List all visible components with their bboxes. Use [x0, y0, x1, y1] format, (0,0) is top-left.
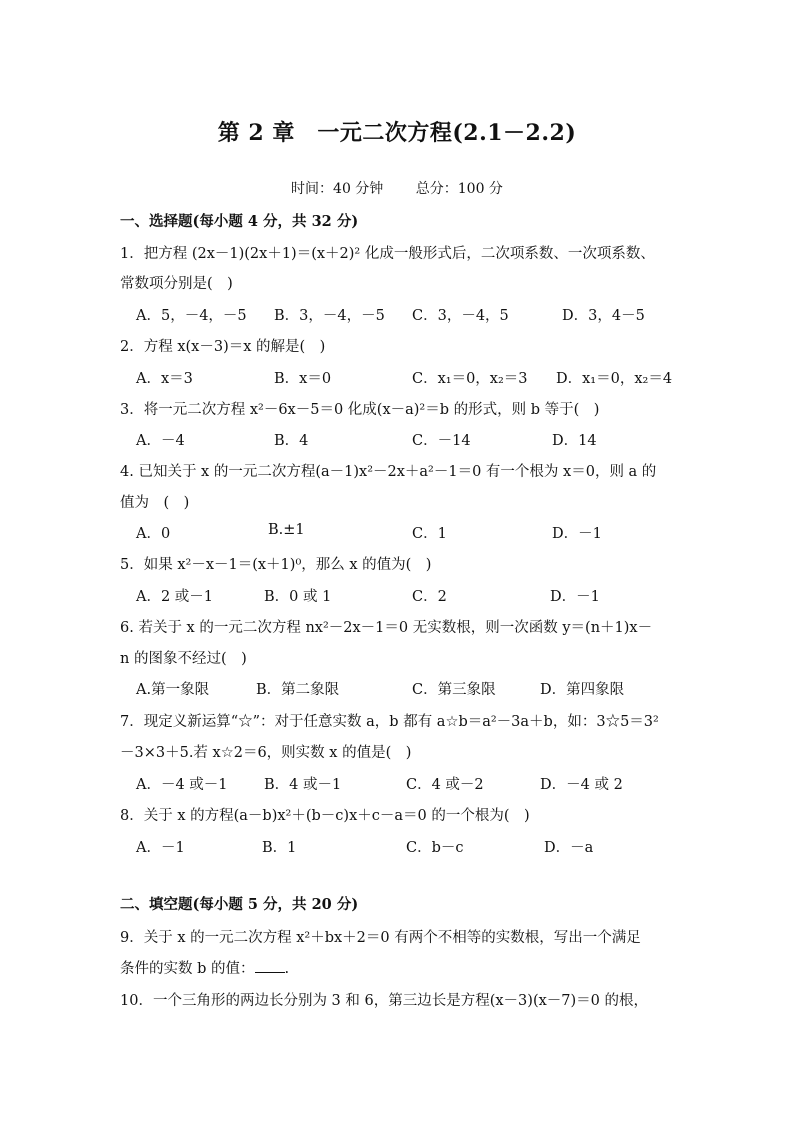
question-9-line-2 — [120, 957, 289, 978]
q1-option-c: C．3，－4，5 — [412, 308, 509, 324]
question-8-line-1: 8．关于 x 的方程(a－b)x²＋(b－c)x＋c－a＝0 的一个根为( ) — [120, 808, 530, 824]
question-1-line-2: 常数项分别是( ) — [120, 276, 233, 292]
q7-option-b: B．4 或－1 — [264, 777, 342, 793]
q1-option-d: D．3，4－5 — [562, 308, 645, 324]
q8-option-d: D．－a — [544, 840, 594, 856]
answer-blank[interactable] — [255, 960, 285, 973]
question-7-line-1: 7．现定义新运算“☆”：对于任意实数 a，b 都有 a☆b＝a²－3a＋b，如：3☆5＝3² — [120, 714, 659, 730]
q4-option-a: A．0 — [136, 526, 171, 542]
q7-option-a: A．－4 或－1 — [136, 777, 228, 793]
q7-option-d: D．－4 或 2 — [540, 777, 623, 793]
section-heading-choice: 一、选择题(每小题 4 分，共 32 分) — [120, 213, 359, 230]
question-6-line-2: n 的图象不经过( ) — [120, 651, 247, 667]
q6-option-c: C．第三象限 — [412, 682, 496, 698]
question-10-line-1: 10．一个三角形的两边长分别为 3 和 6，第三边长是方程(x－3)(x－7)＝0 的根， — [120, 993, 648, 1009]
q2-option-a: A．x＝3 — [136, 371, 193, 387]
q4-option-d: D．－1 — [552, 526, 602, 542]
question-2-line-1: 2．方程 x(x－3)＝x 的解是( ) — [120, 339, 326, 355]
question-4-line-1: 4. 已知关于 x 的一元二次方程(a－1)x²－2x＋a²－1＝0 有一个根为 x＝0，则 a 的 — [120, 464, 657, 480]
q6-option-b: B．第二象限 — [256, 682, 340, 698]
q5-option-d: D．－1 — [550, 589, 600, 605]
q8-option-b: B．1 — [262, 840, 297, 856]
q5-option-b: B．0 或 1 — [264, 589, 332, 605]
q4-option-b: B.±1 — [268, 522, 305, 538]
time-limit: 时间：40 分钟 — [291, 181, 384, 197]
question-4-line-2: 值为 ( ) — [120, 495, 190, 511]
q3-option-b: B．4 — [274, 433, 309, 449]
question-1-line-1: 1．把方程 (2x－1)(2x＋1)＝(x＋2)² 化成一般形式后，二次项系数、一次项系数、 — [120, 246, 655, 262]
section-heading-fill: 二、填空题(每小题 5 分，共 20 分) — [120, 896, 359, 913]
q1-option-a: A．5，－4，－5 — [136, 308, 247, 324]
q1-option-b: B．3，－4，－5 — [274, 308, 385, 324]
q3-option-a: A．－4 — [136, 433, 185, 449]
q2-option-b: B．x＝0 — [274, 371, 332, 387]
q5-option-c: C．2 — [412, 589, 447, 605]
page-title: 第 2 章 一元二次方程(2.1－2.2) — [217, 120, 577, 146]
q4-option-c: C．1 — [412, 526, 447, 542]
q9-end: . — [284, 961, 290, 977]
q2-option-c: C．x₁＝0，x₂＝3 — [412, 371, 528, 387]
q6-option-d: D．第四象限 — [540, 682, 625, 698]
question-6-line-1: 6. 若关于 x 的一元二次方程 nx²－2x－1＝0 无实数根，则一次函数 y＝(n＋1)x－ — [120, 620, 653, 636]
question-9-line-1: 9．关于 x 的一元二次方程 x²＋bx＋2＝0 有两个不相等的实数根，写出一个满足 — [120, 930, 641, 946]
exam-meta — [0, 178, 794, 198]
question-7-line-2: －3×3＋5.若 x☆2＝6，则实数 x 的值是( ) — [120, 745, 412, 761]
question-5-line-1: 5．如果 x²－x－1＝(x＋1)⁰，那么 x 的值为( ) — [120, 557, 432, 573]
q8-option-a: A．－1 — [136, 840, 185, 856]
q9-prompt: 条件的实数 b 的值： — [120, 961, 255, 977]
q3-option-d: D．14 — [552, 433, 597, 449]
q3-option-c: C．－14 — [412, 433, 471, 449]
q2-option-d: D．x₁＝0，x₂＝4 — [556, 371, 673, 387]
q8-option-c: C．b－c — [406, 840, 464, 856]
q5-option-a: A．2 或－1 — [136, 589, 214, 605]
question-3-line-1: 3．将一元二次方程 x²－6x－5＝0 化成(x－a)²＝b 的形式，则 b 等于( ) — [120, 402, 600, 418]
total-score: 总分：100 分 — [415, 181, 503, 197]
q6-option-a: A.第一象限 — [136, 682, 210, 698]
q7-option-c: C．4 或－2 — [406, 777, 484, 793]
